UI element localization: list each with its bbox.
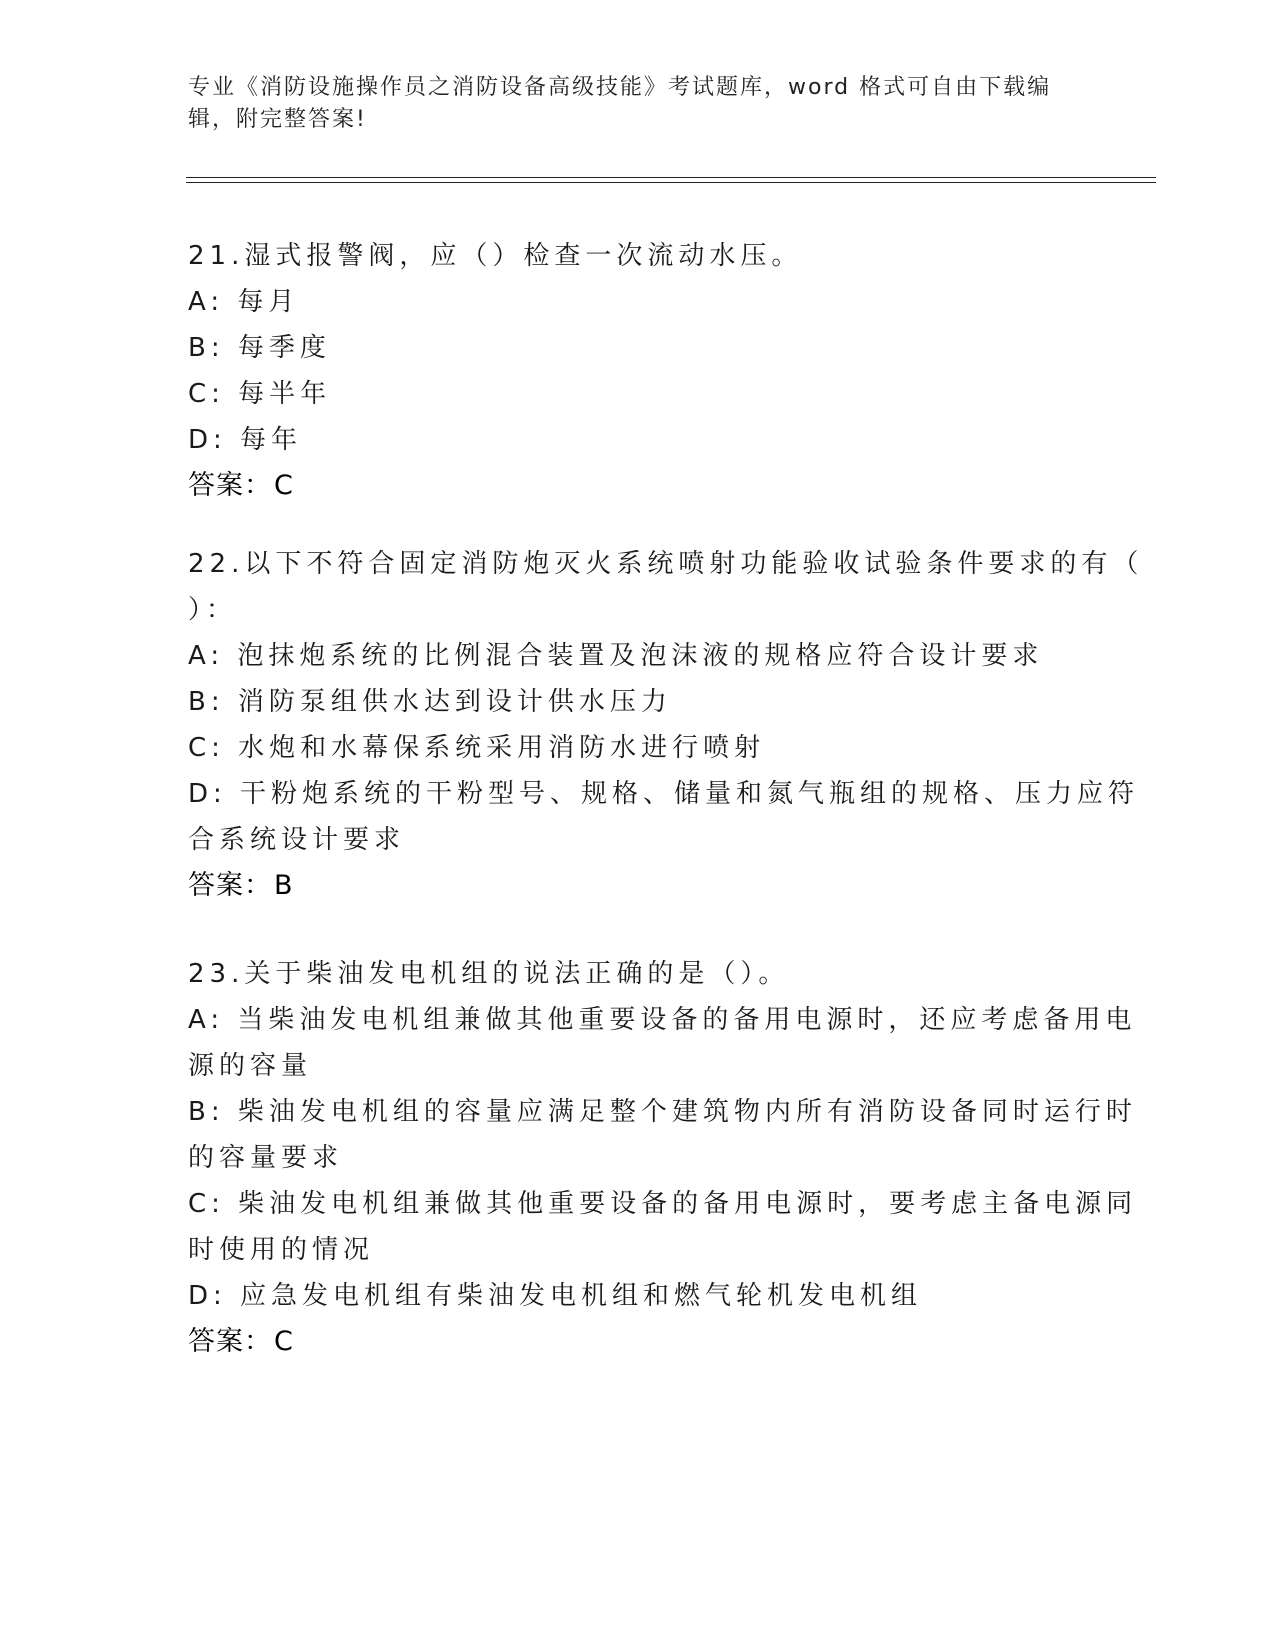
option-b-continued: 的容量要求 <box>188 1143 344 1173</box>
option-c-continued: 时使用的情况 <box>188 1235 375 1265</box>
header-line-2: 辑，附完整答案! <box>188 107 367 132</box>
option-a: A: 泡抹炮系统的比例混合装置及泡沫液的规格应符合设计要求 <box>188 641 1044 671</box>
option-b: B: 柴油发电机组的容量应满足整个建筑物内所有消防设备同时运行时 <box>188 1097 1137 1127</box>
question-stem-continued: ）： <box>188 595 238 625</box>
answer-value: C <box>274 1326 294 1357</box>
document-header <box>188 72 1068 136</box>
question-21 <box>188 233 1088 509</box>
option-a: A: 每月 <box>188 287 300 317</box>
option-b: B: 消防泵组供水达到设计供水压力 <box>188 687 672 717</box>
answer-value: C <box>274 470 294 501</box>
option-d-continued: 合系统设计要求 <box>188 825 406 855</box>
question-22 <box>188 541 1144 909</box>
answer <box>188 863 1088 909</box>
question-stem: 21.湿式报警阀，应（）检查一次流动水压。 <box>188 241 803 271</box>
header-line-1: 专业《消防设施操作员之消防设备高级技能》考试题库，word 格式可自由下载编 <box>188 75 1052 100</box>
option-c: C: 柴油发电机组兼做其他重要设备的备用电源时，要考虑主备电源同 <box>188 1189 1138 1219</box>
option-c: C: 水炮和水幕保系统采用消防水进行喷射 <box>188 733 766 763</box>
answer <box>188 463 1088 509</box>
option-d: D: 每年 <box>188 425 303 455</box>
header-divider-top <box>186 177 1156 178</box>
option-a-continued: 源的容量 <box>188 1051 313 1081</box>
option-a: A: 当柴油发电机组兼做其他重要设备的备用电源时，还应考虑备用电 <box>188 1005 1137 1035</box>
option-b: B: 每季度 <box>188 333 331 363</box>
header-divider-bottom <box>186 182 1156 183</box>
answer-label: 答案： <box>188 470 272 501</box>
option-d: D: 应急发电机组有柴油发电机组和燃气轮机发电机组 <box>188 1281 923 1311</box>
answer-label: 答案： <box>188 870 272 901</box>
question-stem: 23.关于柴油发电机组的说法正确的是（）。 <box>188 959 790 989</box>
answer <box>188 1319 1088 1365</box>
question-23 <box>188 951 1138 1365</box>
option-c: C: 每半年 <box>188 379 332 409</box>
answer-label: 答案： <box>188 1326 272 1357</box>
answer-value: B <box>274 870 294 901</box>
question-stem: 22.以下不符合固定消防炮灭火系统喷射功能验收试验条件要求的有（ <box>188 549 1144 579</box>
option-d: D: 干粉炮系统的干粉型号、规格、储量和氮气瓶组的规格、压力应符 <box>188 779 1140 809</box>
